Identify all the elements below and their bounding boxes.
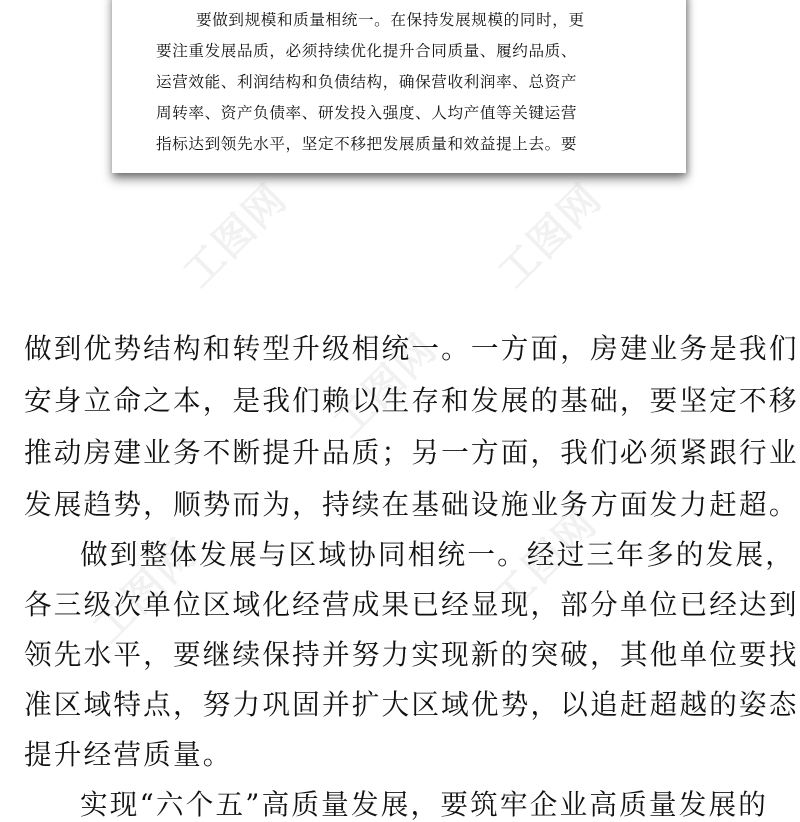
- card-line: 要注重发展品质，必须持续优化提升合同质量、履约品质、: [156, 42, 578, 60]
- body-line: 做到优势结构和转型升级相统一。一方面，房建业务是我们: [24, 332, 799, 365]
- card-line: 运营效能、利润结构和负债结构，确保营收利润率、总资产: [156, 73, 578, 91]
- card-line: 指标达到领先水平，坚定不移把发展质量和效益提上去。要: [156, 135, 578, 153]
- watermark: 工图网: [489, 175, 612, 297]
- quote-card: [112, 0, 686, 173]
- body-line: 推动房建业务不断提升品质；另一方面，我们必须紧跟行业: [24, 436, 799, 469]
- body-line: 发展趋势，顺势而为，持续在基础设施业务方面发力赶超。: [24, 488, 799, 521]
- body-line: 各三级次单位区域化经营成果已经显现，部分单位已经达到: [24, 588, 799, 621]
- body-line: 安身立命之本，是我们赖以生存和发展的基础，要坚定不移: [24, 384, 799, 417]
- body-line: 准区域特点，努力巩固并扩大区域优势，以追赶超越的姿态: [24, 688, 799, 721]
- card-line: 要做到规模和质量相统一。在保持发展规模的同时，更: [196, 11, 585, 29]
- watermark: 工图网: [174, 175, 297, 297]
- watermark: 工图网: [84, 530, 207, 652]
- card-line: 周转率、资产负债率、研发投入强度、人均产值等关键运营: [156, 104, 578, 122]
- body-line: 领先水平，要继续保持并努力实现新的突破，其他单位要找: [24, 638, 799, 671]
- watermark: 工图网: [484, 500, 607, 622]
- watermark: 工图网: [324, 325, 447, 447]
- body-line: 提升经营质量。: [24, 738, 233, 771]
- body-line: 实现“六个五”高质量发展，要筑牢企业高质量发展的: [80, 788, 769, 821]
- body-line: 做到整体发展与区域协同相统一。经过三年多的发展，: [80, 538, 796, 571]
